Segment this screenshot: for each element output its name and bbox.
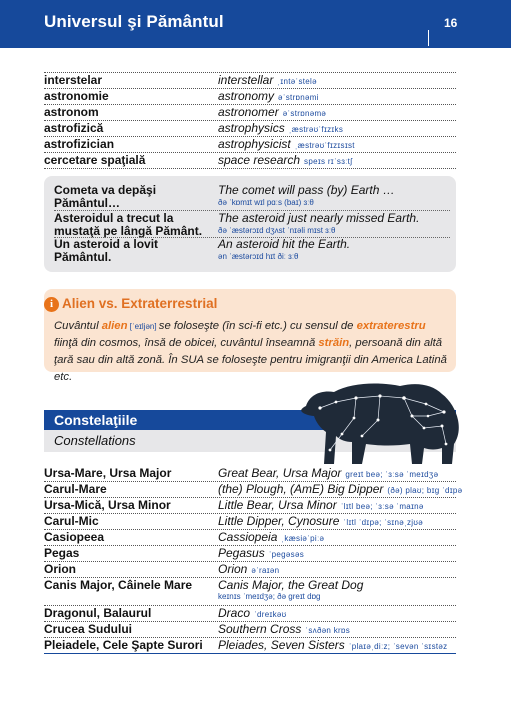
- pronunciation: ˈsʌðən krɒs: [305, 626, 351, 635]
- english-term: (the) Plough, (AmE) Big Dipper (ðə) plaʊ; bɪg ˈdɪpə: [218, 482, 463, 496]
- vocab-row: [44, 121, 456, 137]
- english-term: Great Bear, Ursa Major greɪt beə; ˈɜːsə ˈmeɪdʒə: [218, 466, 439, 480]
- romanian-sentence: Cometa va depăşi Pământul…: [54, 183, 157, 210]
- pronunciation: speɪs rɪˈsɜːtʃ: [304, 157, 353, 166]
- english-term: Cassiopeia ˌkæsiəˈpiːə: [218, 530, 325, 544]
- vocab-row: [44, 89, 456, 105]
- english-term: astrophysicist ˌæstrəʊˈfɪzɪsɪst: [218, 137, 355, 151]
- pronunciation: əˈraɪən: [251, 566, 280, 575]
- info-title: Alien vs. Extraterrestrial: [62, 296, 218, 311]
- vocab-row: [44, 562, 456, 578]
- romanian-sentence: Un asteroid a lovit Pământul.: [54, 237, 159, 264]
- romanian-term: astrofizician: [44, 137, 115, 151]
- romanian-term: Carul-Mic: [44, 514, 99, 528]
- english-term: Canis Major, the Great Dog: [218, 578, 364, 592]
- english-term: astronomer əˈstrɒnəmə: [218, 105, 327, 119]
- vocab-row: [44, 606, 456, 622]
- highlight-word: străin: [318, 337, 350, 349]
- page-header: [0, 0, 511, 48]
- pronunciation: ən ˈæstərɔɪd hɪt ðiː ɜːθ: [218, 252, 299, 261]
- english-term: Draco ˈdreɪkəʊ: [218, 606, 287, 620]
- romanian-term: astronom: [44, 105, 99, 119]
- vocab-row: [44, 546, 456, 562]
- section-subtitle: Constellations: [54, 433, 136, 448]
- romanian-term: Dragonul, Balaurul: [44, 606, 152, 620]
- pronunciation: (ðə) plaʊ; bɪg ˈdɪpə: [387, 486, 463, 495]
- highlight-word: alien: [101, 320, 128, 332]
- bear-constellation-illustration: [296, 376, 464, 468]
- info-icon: i: [44, 297, 59, 312]
- pronunciation: ˌɪntəˈstelə: [277, 77, 317, 86]
- pronunciation: ˈlɪtl beə; ˈɜːsə ˈmaɪnə: [340, 502, 424, 511]
- constellations-vocabulary: [44, 466, 463, 654]
- romanian-term: astrofizică: [44, 121, 104, 135]
- pronunciation: ˈlɪtl ˈdɪpə; ˈsɪnəˌzjʊə: [343, 518, 423, 527]
- highlight-word: extraterestru: [356, 320, 426, 332]
- pronunciation: ˈplaɪəˌdiːz; ˈsevən ˈsɪstəz: [348, 642, 448, 651]
- english-term: Little Dipper, Cynosure ˈlɪtl ˈdɪpə; ˈsɪnəˌzjʊə: [218, 514, 423, 528]
- pronunciation: [ˈeɪljən]: [127, 322, 159, 331]
- romanian-term: Crucea Sudului: [44, 622, 133, 636]
- english-term: astrophysics ˌæstrəʊˈfɪzɪks: [218, 121, 344, 135]
- english-sentence: The comet will pass (by) Earth …: [218, 183, 395, 197]
- romanian-term: Canis Major, Câinele Mare: [44, 578, 193, 592]
- english-term: Pleiades, Seven Sisters ˈplaɪəˌdiːz; ˈsevən ˈsɪstəz: [218, 638, 448, 652]
- vocab-row: [44, 466, 456, 482]
- english-term: Pegasus ˈpegəsəs: [218, 546, 305, 560]
- romanian-term: Carul-Mare: [44, 482, 107, 496]
- pronunciation: ðə ˈæstərɔɪd dʒʌst ˈnɪəli mɪst ɜːθ: [218, 226, 336, 235]
- astronomy-vocabulary: [44, 72, 456, 169]
- vocab-row: [44, 578, 456, 606]
- romanian-term: Orion: [44, 562, 76, 576]
- info-box: [44, 289, 456, 383]
- pronunciation: ðə ˈkɒmɪt wɪl pɑːs (baɪ) ɜːθ: [218, 198, 314, 207]
- romanian-term: interstelar: [44, 73, 103, 87]
- pronunciation: əˈstrɒnəmə: [282, 109, 327, 118]
- header-divider: [428, 30, 429, 46]
- english-term: Orion əˈraɪən: [218, 562, 280, 576]
- vocab-row: [44, 622, 456, 638]
- info-text: Cuvântul alien [ˈeɪljən] se foloseşte (în sci-fi etc.) cu sensul de extraterestru fiinţă din cosmos, însă de obicei, cuvântul înseamnă străin, persoană din altă ţară sau din altă zonă. În SUA se foloseşte pentru imigranţii din America Latină etc.: [54, 320, 447, 383]
- romanian-term: Ursa-Mică, Ursa Minor: [44, 498, 171, 512]
- section-title: Constelaţiile: [54, 412, 138, 428]
- pronunciation: ˈpegəsəs: [268, 550, 305, 559]
- romanian-term: cercetare spaţială: [44, 153, 146, 167]
- romanian-term: Casiopeea: [44, 530, 105, 544]
- romanian-term: Pegas: [44, 546, 80, 560]
- vocab-row: [44, 137, 456, 153]
- vocab-row: [44, 73, 456, 89]
- page-number: 16: [444, 16, 458, 30]
- page-title: Universul şi Pământul: [44, 12, 224, 31]
- romanian-term: Ursa-Mare, Ursa Major: [44, 466, 172, 480]
- vocab-row: [44, 482, 463, 498]
- vocab-row: [44, 498, 456, 514]
- pronunciation: greɪt beə; ˈɜːsə ˈmeɪdʒə: [345, 470, 439, 479]
- vocab-row: [44, 105, 456, 121]
- romanian-term: Pleiadele, Cele Şapte Surori: [44, 638, 203, 652]
- vocab-row: [44, 153, 456, 169]
- vocab-row: [44, 638, 456, 654]
- example-sentences-box: [44, 176, 456, 272]
- pronunciation: ˈdreɪkəʊ: [254, 610, 287, 619]
- english-term: Southern Cross ˈsʌðən krɒs: [218, 622, 351, 636]
- pronunciation: əˈstrɒnəmi: [278, 93, 319, 102]
- english-sentence: The asteroid just nearly missed Earth.: [218, 211, 420, 225]
- pronunciation: ˌkæsiəˈpiːə: [281, 534, 325, 543]
- vocab-row: [44, 514, 456, 530]
- english-term: space research speɪs rɪˈsɜːtʃ: [218, 153, 353, 167]
- romanian-term: astronomie: [44, 89, 109, 103]
- pronunciation: ˌæstrəʊˈfɪzɪks: [288, 125, 344, 134]
- pronunciation: keɪnɪs ˈmeɪdʒə; ðə greɪt dɒg: [218, 592, 321, 601]
- english-term: Little Bear, Ursa Minor ˈlɪtl beə; ˈɜːsə ˈmaɪnə: [218, 498, 424, 512]
- english-term: astronomy əˈstrɒnəmi: [218, 89, 319, 103]
- vocab-row: [44, 530, 456, 546]
- pronunciation: ˌæstrəʊˈfɪzɪsɪst: [294, 141, 355, 150]
- romanian-sentence: Asteroidul a trecut la mustaţă pe lângă Pământ.: [54, 211, 203, 238]
- english-term: interstellar ˌɪntəˈstelə: [218, 73, 317, 87]
- english-sentence: An asteroid hit the Earth.: [218, 237, 351, 251]
